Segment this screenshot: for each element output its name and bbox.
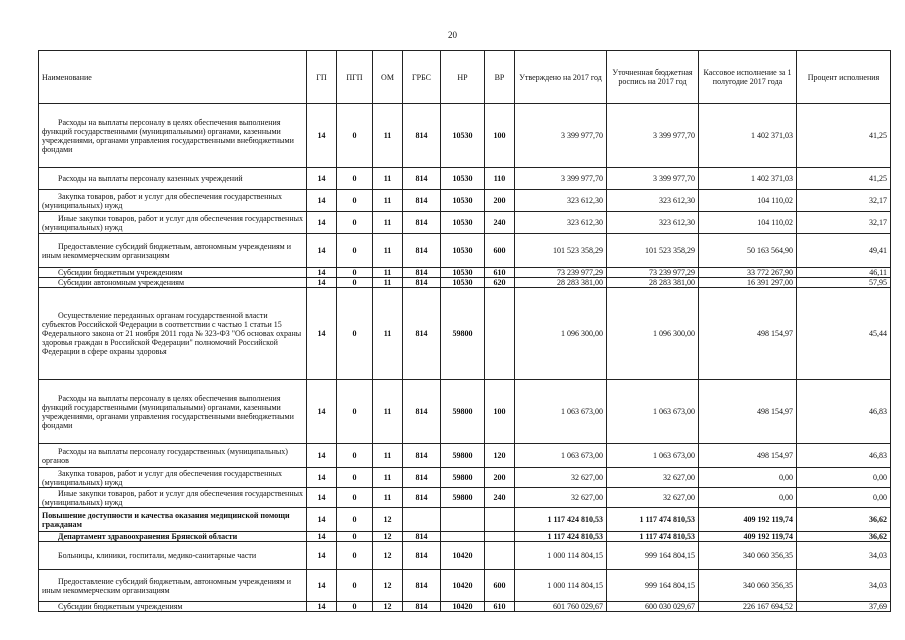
header-gp: ГП [307, 51, 337, 104]
cell-approved: 1 117 424 810,53 [515, 508, 607, 532]
cell-vr: 240 [485, 212, 515, 234]
cell-revised: 1 063 673,00 [607, 380, 699, 444]
cell-om: 11 [373, 234, 403, 268]
cell-name: Повышение доступности и качества оказания медицинской помощи гражданам [39, 508, 307, 532]
table-row [39, 570, 891, 602]
cell-gp: 14 [307, 234, 337, 268]
cell-grbs: 814 [403, 168, 441, 190]
cell-pgp: 0 [337, 380, 373, 444]
cell-vr: 610 [485, 268, 515, 278]
cell-percent: 34,03 [797, 542, 891, 570]
cell-np: 10530 [441, 212, 485, 234]
cell-approved: 3 399 977,70 [515, 168, 607, 190]
cell-np: 59800 [441, 380, 485, 444]
cell-vr [485, 532, 515, 542]
cell-percent: 0,00 [797, 468, 891, 488]
cell-np: 10420 [441, 570, 485, 602]
cell-percent: 57,95 [797, 278, 891, 288]
cell-cash: 104 110,02 [699, 190, 797, 212]
cell-grbs: 814 [403, 212, 441, 234]
cell-cash: 226 167 694,52 [699, 602, 797, 612]
cell-cash: 498 154,97 [699, 444, 797, 468]
cell-pgp: 0 [337, 542, 373, 570]
cell-grbs: 814 [403, 542, 441, 570]
table-row [39, 468, 891, 488]
cell-name: Иные закупки товаров, работ и услуг для обеспечения государственных (муниципальных) нужд [39, 488, 307, 508]
table-row [39, 288, 891, 380]
cell-om: 11 [373, 168, 403, 190]
cell-cash: 50 163 564,90 [699, 234, 797, 268]
cell-pgp: 0 [337, 212, 373, 234]
cell-cash: 498 154,97 [699, 380, 797, 444]
table-body [39, 104, 891, 612]
cell-np: 59800 [441, 288, 485, 380]
cell-np: 10530 [441, 278, 485, 288]
table-row [39, 508, 891, 532]
cell-om: 12 [373, 602, 403, 612]
header-percent: Процент исполнения [797, 51, 891, 104]
cell-om: 11 [373, 190, 403, 212]
cell-vr: 100 [485, 380, 515, 444]
cell-vr: 120 [485, 444, 515, 468]
cell-name: Закупка товаров, работ и услуг для обеспечения государственных (муниципальных) нужд [39, 468, 307, 488]
cell-name: Расходы на выплаты персоналу в целях обеспечения выполнения функций государственными (муниципальными) органами, казенными учреждениями, органами управления государственными внебюджетными фондами [39, 104, 307, 168]
cell-om: 12 [373, 508, 403, 532]
cell-np: 10530 [441, 168, 485, 190]
cell-np [441, 532, 485, 542]
cell-approved: 323 612,30 [515, 212, 607, 234]
cell-name: Иные закупки товаров, работ и услуг для обеспечения государственных (муниципальных) нужд [39, 212, 307, 234]
cell-gp: 14 [307, 268, 337, 278]
cell-om: 11 [373, 488, 403, 508]
cell-grbs: 814 [403, 288, 441, 380]
cell-approved: 101 523 358,29 [515, 234, 607, 268]
cell-gp: 14 [307, 190, 337, 212]
cell-np: 10530 [441, 268, 485, 278]
cell-vr: 610 [485, 602, 515, 612]
cell-np: 10420 [441, 602, 485, 612]
cell-revised: 3 399 977,70 [607, 168, 699, 190]
cell-percent: 0,00 [797, 488, 891, 508]
cell-grbs: 814 [403, 278, 441, 288]
cell-grbs: 814 [403, 444, 441, 468]
cell-vr: 600 [485, 234, 515, 268]
cell-cash: 1 402 371,03 [699, 104, 797, 168]
cell-grbs [403, 508, 441, 532]
cell-name: Расходы на выплаты персоналу казенных учреждений [39, 168, 307, 190]
cell-cash: 104 110,02 [699, 212, 797, 234]
cell-gp: 14 [307, 570, 337, 602]
table-header-row [39, 51, 891, 104]
cell-np: 10530 [441, 190, 485, 212]
header-approved: Утверждено на 2017 год [515, 51, 607, 104]
cell-grbs: 814 [403, 104, 441, 168]
cell-grbs: 814 [403, 380, 441, 444]
cell-om: 11 [373, 288, 403, 380]
cell-revised: 1 096 300,00 [607, 288, 699, 380]
cell-approved: 73 239 977,29 [515, 268, 607, 278]
cell-percent: 34,03 [797, 570, 891, 602]
cell-revised: 3 399 977,70 [607, 104, 699, 168]
header-revised: Уточненная бюджетная роспись на 2017 год [607, 51, 699, 104]
cell-pgp: 0 [337, 278, 373, 288]
cell-percent: 32,17 [797, 190, 891, 212]
table-row [39, 444, 891, 468]
cell-revised: 73 239 977,29 [607, 268, 699, 278]
cell-gp: 14 [307, 380, 337, 444]
cell-np: 59800 [441, 444, 485, 468]
cell-approved: 1 000 114 804,15 [515, 570, 607, 602]
cell-percent: 46,83 [797, 444, 891, 468]
cell-cash: 409 192 119,74 [699, 532, 797, 542]
cell-gp: 14 [307, 542, 337, 570]
header-np: НР [441, 51, 485, 104]
cell-om: 11 [373, 444, 403, 468]
page-number: 20 [448, 30, 457, 40]
cell-np [441, 508, 485, 532]
cell-pgp: 0 [337, 288, 373, 380]
cell-gp: 14 [307, 602, 337, 612]
cell-gp: 14 [307, 468, 337, 488]
cell-vr: 600 [485, 570, 515, 602]
cell-revised: 32 627,00 [607, 468, 699, 488]
cell-gp: 14 [307, 168, 337, 190]
cell-cash: 409 192 119,74 [699, 508, 797, 532]
cell-np: 10530 [441, 234, 485, 268]
cell-pgp: 0 [337, 268, 373, 278]
cell-gp: 14 [307, 532, 337, 542]
cell-np: 10530 [441, 104, 485, 168]
cell-gp: 14 [307, 288, 337, 380]
cell-vr: 200 [485, 190, 515, 212]
cell-vr: 200 [485, 468, 515, 488]
cell-name: Больницы, клиники, госпитали, медико-санитарные части [39, 542, 307, 570]
cell-pgp: 0 [337, 468, 373, 488]
cell-om: 11 [373, 278, 403, 288]
cell-om: 11 [373, 104, 403, 168]
header-cash: Кассовое исполнение за 1 полугодие 2017 года [699, 51, 797, 104]
cell-approved: 32 627,00 [515, 488, 607, 508]
table-row [39, 380, 891, 444]
cell-revised: 323 612,30 [607, 212, 699, 234]
header-om: ОМ [373, 51, 403, 104]
table-row [39, 278, 891, 288]
header-vr: ВР [485, 51, 515, 104]
cell-vr: 100 [485, 104, 515, 168]
cell-np: 59800 [441, 488, 485, 508]
cell-cash: 0,00 [699, 488, 797, 508]
cell-grbs: 814 [403, 570, 441, 602]
table-row [39, 168, 891, 190]
table-row [39, 542, 891, 570]
cell-cash: 0,00 [699, 468, 797, 488]
table-row [39, 190, 891, 212]
cell-pgp: 0 [337, 190, 373, 212]
cell-percent: 36,62 [797, 508, 891, 532]
cell-name: Предоставление субсидий бюджетным, автономным учреждениям и иным некоммерческим организациям [39, 570, 307, 602]
cell-om: 12 [373, 532, 403, 542]
cell-grbs: 814 [403, 602, 441, 612]
cell-approved: 32 627,00 [515, 468, 607, 488]
cell-om: 12 [373, 570, 403, 602]
cell-om: 11 [373, 212, 403, 234]
cell-name: Осуществление переданных органам государственной власти субъектов Российской Федерации в соответствии с частью 1 статьи 15 Федерального закона от 21 ноября 2011 года № 323-ФЗ "Об основах охраны здоровья граждан в Российской Федерации" полномочий Российской Федерации в сфере охраны здоровья [39, 288, 307, 380]
cell-gp: 14 [307, 488, 337, 508]
cell-revised: 101 523 358,29 [607, 234, 699, 268]
cell-gp: 14 [307, 278, 337, 288]
cell-revised: 1 117 474 810,53 [607, 532, 699, 542]
cell-pgp: 0 [337, 488, 373, 508]
cell-revised: 323 612,30 [607, 190, 699, 212]
table-row [39, 234, 891, 268]
cell-approved: 3 399 977,70 [515, 104, 607, 168]
cell-revised: 1 117 474 810,53 [607, 508, 699, 532]
header-pgp: ПГП [337, 51, 373, 104]
cell-revised: 600 030 029,67 [607, 602, 699, 612]
cell-percent: 36,62 [797, 532, 891, 542]
cell-name: Расходы на выплаты персоналу в целях обеспечения выполнения функций государственными (муниципальными) органами, казенными учреждениями, органами управления государственными внебюджетными фондами [39, 380, 307, 444]
table-row [39, 268, 891, 278]
cell-revised: 999 164 804,15 [607, 570, 699, 602]
cell-vr [485, 542, 515, 570]
cell-percent: 41,25 [797, 168, 891, 190]
cell-grbs: 814 [403, 268, 441, 278]
cell-approved: 1 063 673,00 [515, 444, 607, 468]
cell-vr: 620 [485, 278, 515, 288]
cell-cash: 33 772 267,90 [699, 268, 797, 278]
header-grbs: ГРБС [403, 51, 441, 104]
table-row [39, 212, 891, 234]
table-row [39, 488, 891, 508]
cell-pgp: 0 [337, 570, 373, 602]
cell-revised: 32 627,00 [607, 488, 699, 508]
budget-execution-table [38, 50, 891, 612]
cell-percent: 46,83 [797, 380, 891, 444]
cell-gp: 14 [307, 444, 337, 468]
cell-name: Закупка товаров, работ и услуг для обеспечения государственных (муниципальных) нужд [39, 190, 307, 212]
cell-name: Субсидии бюджетным учреждениям [39, 268, 307, 278]
cell-grbs: 814 [403, 488, 441, 508]
cell-gp: 14 [307, 212, 337, 234]
cell-approved: 28 283 381,00 [515, 278, 607, 288]
cell-om: 11 [373, 468, 403, 488]
table-row [39, 104, 891, 168]
cell-gp: 14 [307, 104, 337, 168]
cell-percent: 49,41 [797, 234, 891, 268]
cell-name: Предоставление субсидий бюджетным, автономным учреждениям и иным некоммерческим организациям [39, 234, 307, 268]
cell-revised: 28 283 381,00 [607, 278, 699, 288]
cell-percent: 41,25 [797, 104, 891, 168]
cell-grbs: 814 [403, 234, 441, 268]
cell-pgp: 0 [337, 234, 373, 268]
header-name: Наименование [39, 51, 307, 104]
cell-grbs: 814 [403, 190, 441, 212]
cell-pgp: 0 [337, 532, 373, 542]
cell-percent: 37,69 [797, 602, 891, 612]
cell-np: 10420 [441, 542, 485, 570]
cell-name: Расходы на выплаты персоналу государственных (муниципальных) органов [39, 444, 307, 468]
cell-pgp: 0 [337, 168, 373, 190]
cell-approved: 601 760 029,67 [515, 602, 607, 612]
cell-cash: 16 391 297,00 [699, 278, 797, 288]
cell-om: 12 [373, 542, 403, 570]
cell-approved: 1 063 673,00 [515, 380, 607, 444]
cell-cash: 498 154,97 [699, 288, 797, 380]
cell-pgp: 0 [337, 444, 373, 468]
cell-pgp: 0 [337, 602, 373, 612]
cell-revised: 999 164 804,15 [607, 542, 699, 570]
cell-pgp: 0 [337, 508, 373, 532]
cell-vr [485, 508, 515, 532]
cell-name: Субсидии автономным учреждениям [39, 278, 307, 288]
table-row [39, 532, 891, 542]
cell-revised: 1 063 673,00 [607, 444, 699, 468]
cell-vr: 240 [485, 488, 515, 508]
cell-np: 59800 [441, 468, 485, 488]
cell-name: Департамент здравоохранения Брянской области [39, 532, 307, 542]
cell-approved: 1 096 300,00 [515, 288, 607, 380]
cell-percent: 32,17 [797, 212, 891, 234]
cell-pgp: 0 [337, 104, 373, 168]
cell-om: 11 [373, 380, 403, 444]
cell-vr [485, 288, 515, 380]
cell-approved: 1 000 114 804,15 [515, 542, 607, 570]
cell-cash: 340 060 356,35 [699, 542, 797, 570]
cell-grbs: 814 [403, 532, 441, 542]
cell-percent: 45,44 [797, 288, 891, 380]
cell-gp: 14 [307, 508, 337, 532]
cell-approved: 1 117 424 810,53 [515, 532, 607, 542]
cell-cash: 340 060 356,35 [699, 570, 797, 602]
cell-name: Субсидии бюджетным учреждениям [39, 602, 307, 612]
cell-cash: 1 402 371,03 [699, 168, 797, 190]
cell-vr: 110 [485, 168, 515, 190]
table-row [39, 602, 891, 612]
cell-grbs: 814 [403, 468, 441, 488]
cell-percent: 46,11 [797, 268, 891, 278]
cell-approved: 323 612,30 [515, 190, 607, 212]
cell-om: 11 [373, 268, 403, 278]
